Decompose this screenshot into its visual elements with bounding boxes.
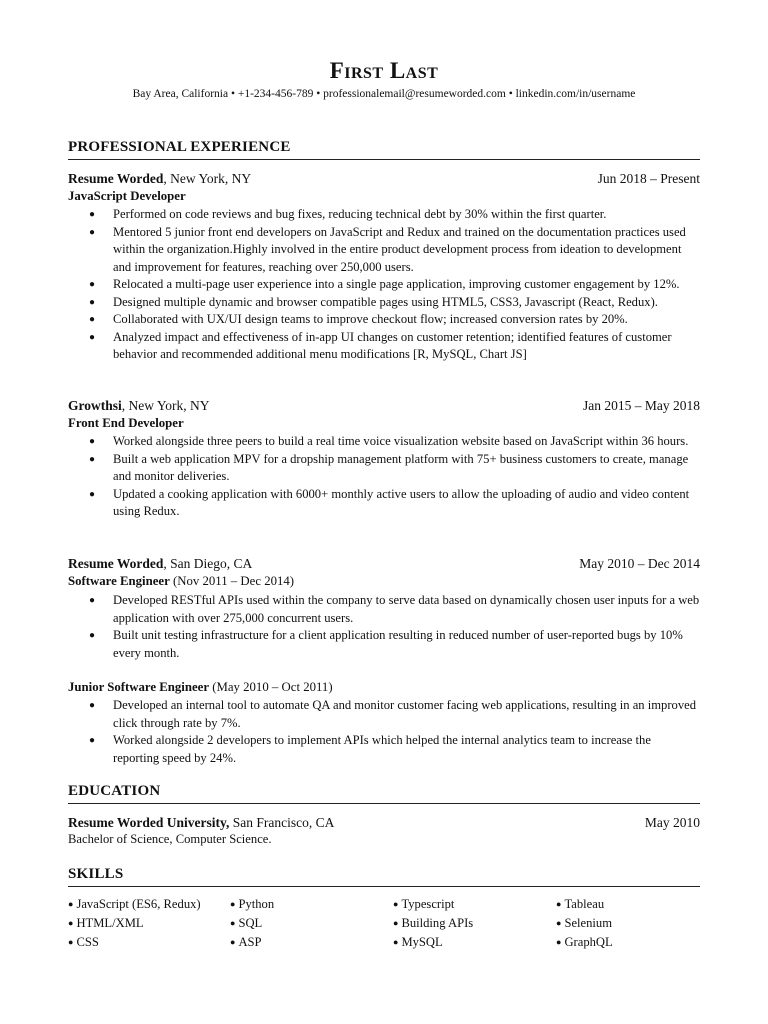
job-3-role-1-bullets [68, 592, 700, 662]
skill-item: ● JavaScript (ES6, Redux) [68, 895, 201, 914]
candidate-name: First Last [329, 58, 439, 83]
skills-column-1 [68, 895, 201, 952]
job-1-dates: Jun 2018 – Present [597, 171, 700, 186]
education-date: May 2010 [644, 815, 700, 830]
job-1-bullets [68, 206, 700, 364]
job-1-company-line [68, 171, 251, 187]
bullet-item: ● Updated a cooking application with 6000+ monthly active users to allow the uploading of audio and video content using Redux. [68, 486, 700, 521]
job-3-company-line [68, 556, 252, 572]
job-3-company: Resume Worded [68, 556, 164, 571]
job-3-role-2-period: (May 2010 – Oct 2011) [209, 680, 333, 694]
bullet-item: ● Mentored 5 junior front end developers on JavaScript and Redux and trained on the documentation practices used within the organization.Highly involved in the entire product development process from ideation to development and improvement for features, reaching over 250,000 users. [68, 224, 700, 277]
skill-item: ● Selenium [556, 914, 613, 933]
skill-item: ● HTML/XML [68, 914, 201, 933]
job-2-location: , New York, NY [121, 398, 210, 413]
bullet-item: ● Analyzed impact and effectiveness of in-app UI changes on customer retention; identified features of customer behavior and recommended additional menu modifications [R, MySQL, Chart JS] [68, 329, 700, 364]
job-2-dates: Jan 2015 – May 2018 [583, 398, 700, 413]
skills-column-4 [556, 895, 613, 952]
contact-line: Bay Area, California • +1-234-456-789 • professionalemail@resumeworded.com • linkedin.com/in/username [132, 88, 636, 100]
job-3-role-1-line [68, 574, 294, 589]
bullet-item: ● Relocated a multi-page user experience into a single page application, improving customer engagement by 12%. [68, 276, 700, 294]
job-3-location: , San Diego, CA [163, 556, 253, 571]
skill-item: ● GraphQL [556, 933, 613, 952]
bullet-item: ● Performed on code reviews and bug fixes, reducing technical debt by 30% within the first quarter. [68, 206, 700, 224]
skill-item: ● CSS [68, 933, 201, 952]
bullet-item: ● Developed RESTful APIs used within the company to serve data based on dynamically chosen user inputs for a web application with over 275,000 concurrent users. [68, 592, 700, 627]
job-2-bullets [68, 433, 700, 521]
skill-item: ● Typescript [393, 895, 473, 914]
skill-item: ● Python [230, 895, 274, 914]
bullet-item: ● Built unit testing infrastructure for a client application resulting in reduced number of user-reported bugs by 10% every month. [68, 627, 700, 662]
job-2-company-line [68, 398, 210, 414]
education-degree: Bachelor of Science, Computer Science. [68, 832, 272, 846]
education-school-line [68, 815, 334, 831]
bullet-item: ● Built a web application MPV for a dropship management platform with 75+ business customers to create, manage and monitor deliveries. [68, 451, 700, 486]
bullet-item: ● Worked alongside three peers to build a real time voice visualization website based on JavaScript within 36 hours. [68, 433, 700, 451]
education-school: Resume Worded University, [68, 815, 230, 830]
job-3-dates: May 2010 – Dec 2014 [579, 556, 700, 571]
job-3-role-1-period: (Nov 2011 – Dec 2014) [169, 574, 295, 588]
skill-item: ● Building APIs [393, 914, 473, 933]
education-location: San Francisco, CA [229, 815, 335, 830]
skills-column-2 [230, 895, 274, 952]
job-1-company: Resume Worded [68, 171, 164, 186]
bullet-item: ● Worked alongside 2 developers to implement APIs which helped the internal analytics team to increase the reporting speed by 24%. [68, 732, 700, 767]
section-title-education: EDUCATION [68, 783, 700, 804]
job-2-title: Front End Developer [68, 416, 184, 430]
bullet-item: ● Designed multiple dynamic and browser compatible pages using HTML5, CSS3, Javascript (React, Redux). [68, 294, 700, 312]
skill-item: ● SQL [230, 914, 274, 933]
skill-item: ● MySQL [393, 933, 473, 952]
skill-item: ● Tableau [556, 895, 613, 914]
job-1-location: , New York, NY [163, 171, 252, 186]
section-title-experience: PROFESSIONAL EXPERIENCE [68, 139, 700, 160]
bullet-item: ● Collaborated with UX/UI design teams to improve checkout flow; increased conversion rates by 20%. [68, 311, 700, 329]
job-3-role-2-title: Junior Software Engineer [68, 680, 210, 694]
skills-column-3 [393, 895, 473, 952]
job-3-role-2-bullets [68, 697, 700, 767]
job-1-title: JavaScript Developer [68, 189, 186, 203]
job-3-role-1-title: Software Engineer [68, 574, 170, 588]
section-title-skills: SKILLS [68, 866, 700, 887]
job-2-company: Growthsi [68, 398, 122, 413]
skill-item: ● ASP [230, 933, 274, 952]
job-3-role-2-line [68, 680, 333, 695]
bullet-item: ● Developed an internal tool to automate QA and monitor customer facing web applications, resulting in an improved click through rate by 7%. [68, 697, 700, 732]
